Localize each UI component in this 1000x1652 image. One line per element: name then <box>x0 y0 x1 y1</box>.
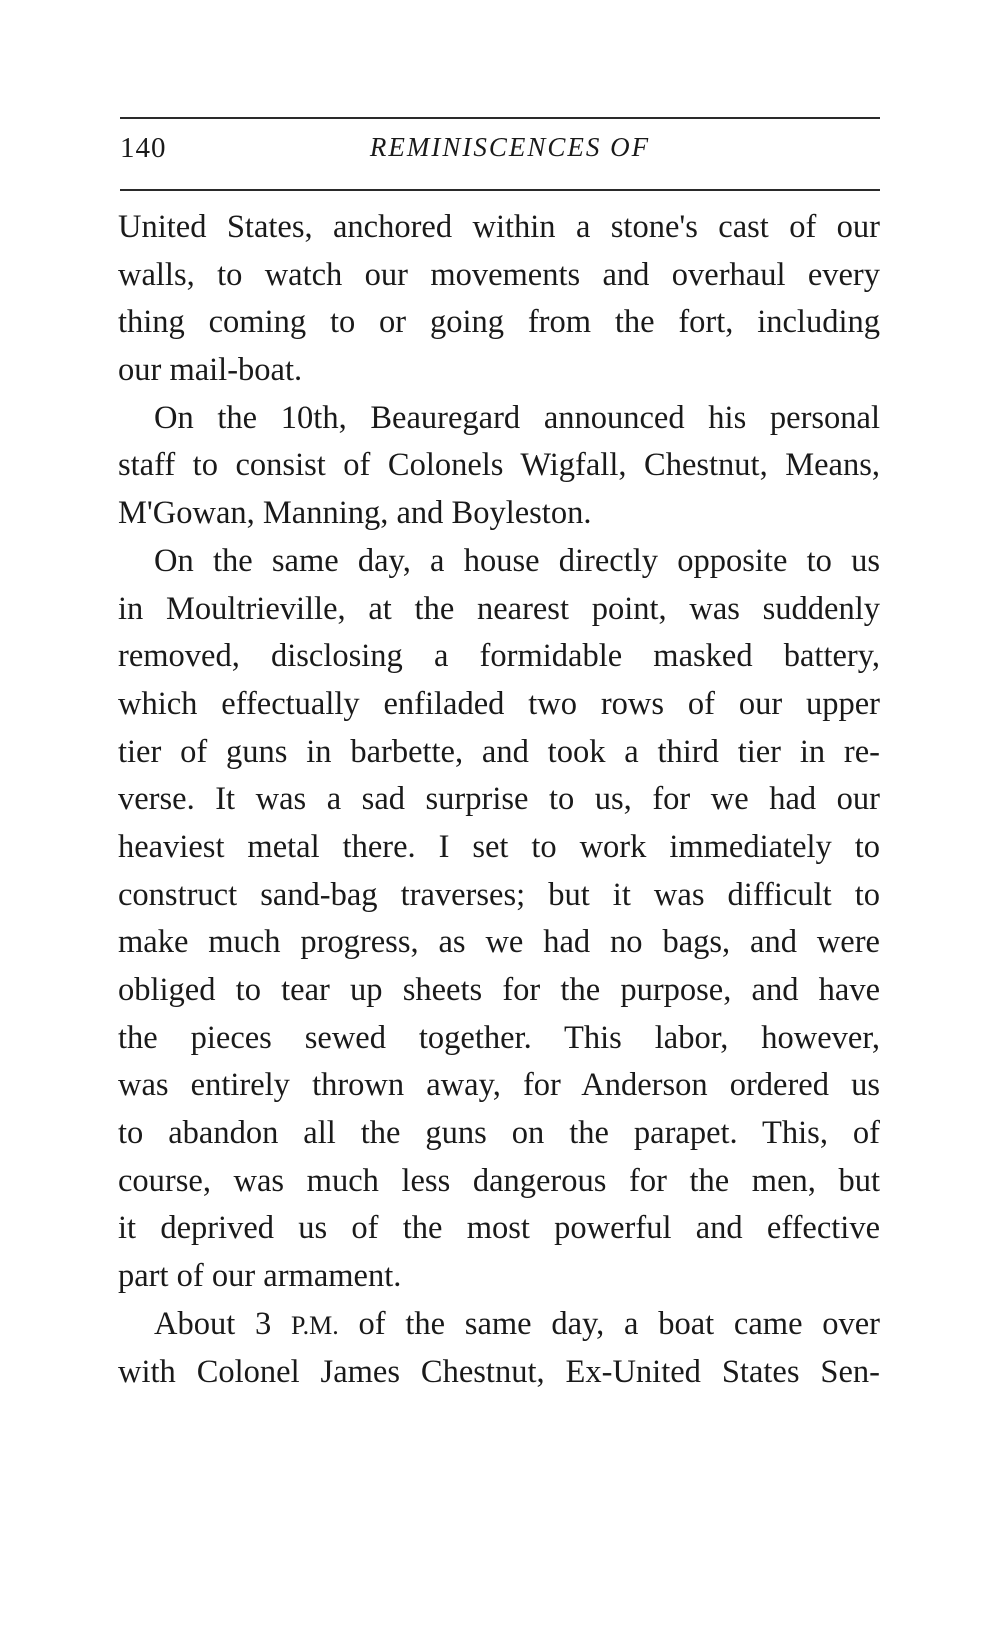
paragraph-2 <box>118 395 880 538</box>
text-line: United States, anchored within a stone's cast of our <box>118 209 880 245</box>
text-line: obliged to tear up sheets for the purpose, and have <box>118 972 880 1008</box>
text-line <box>118 1301 880 1349</box>
body-text <box>118 204 880 1396</box>
text-line: course, was much less dangerous for the men, but <box>118 1162 880 1199</box>
text-line: tier of guns in barbette, and took a third tier in re- <box>118 733 880 770</box>
text-line: heaviest metal there. I set to work immediately to <box>118 828 880 865</box>
running-title: REMINISCENCES OF <box>369 132 651 162</box>
text-line: thing coming to or going from the fort, including <box>118 304 880 341</box>
text-line: in Moultrieville, at the nearest point, was suddenly <box>118 590 880 627</box>
text-fragment: of the same day, a boat came over <box>338 1305 880 1342</box>
text-line: was entirely thrown away, for Anderson ordered us <box>118 1067 880 1104</box>
paragraph-1 <box>118 204 880 395</box>
text-line: it deprived us of the most powerful and effective <box>118 1210 880 1247</box>
text-line: verse. It was a sad surprise to us, for we had our <box>118 781 880 818</box>
text-line: removed, disclosing a formidable masked battery, <box>118 638 880 675</box>
text-line: M'Gowan, Manning, and Boyleston. <box>118 495 592 532</box>
text-line: the pieces sewed together. This labor, however, <box>118 1019 880 1056</box>
time-abbreviation: P.M. <box>291 1310 339 1340</box>
text-line: construct sand-bag traverses; but it was difficult to <box>118 876 880 913</box>
text-line: walls, to watch our movements and overhaul every <box>118 256 880 293</box>
text-line: to abandon all the guns on the parapet. This, of <box>118 1115 880 1152</box>
text-line: On the 10th, Beauregard announced his personal <box>154 399 880 436</box>
text-fragment: About 3 <box>154 1305 292 1342</box>
text-line: make much progress, as we had no bags, and were <box>118 924 880 961</box>
text-line: our mail-boat. <box>118 352 303 389</box>
paragraph-3 <box>118 538 880 1301</box>
header-bottom-rule <box>120 189 880 191</box>
text-line: staff to consist of Colonels Wigfall, Chestnut, Means, <box>118 447 880 484</box>
text-line: part of our armament. <box>118 1258 402 1295</box>
text-line: with Colonel James Chestnut, Ex-United States Sen- <box>118 1353 880 1390</box>
running-head <box>120 132 880 172</box>
text-line: which effectually enfiladed two rows of our upper <box>118 685 880 722</box>
page-number: 140 <box>120 132 167 164</box>
header-top-rule <box>120 117 880 119</box>
text-line: On the same day, a house directly opposite to us <box>154 542 880 579</box>
paragraph-4 <box>118 1301 880 1396</box>
